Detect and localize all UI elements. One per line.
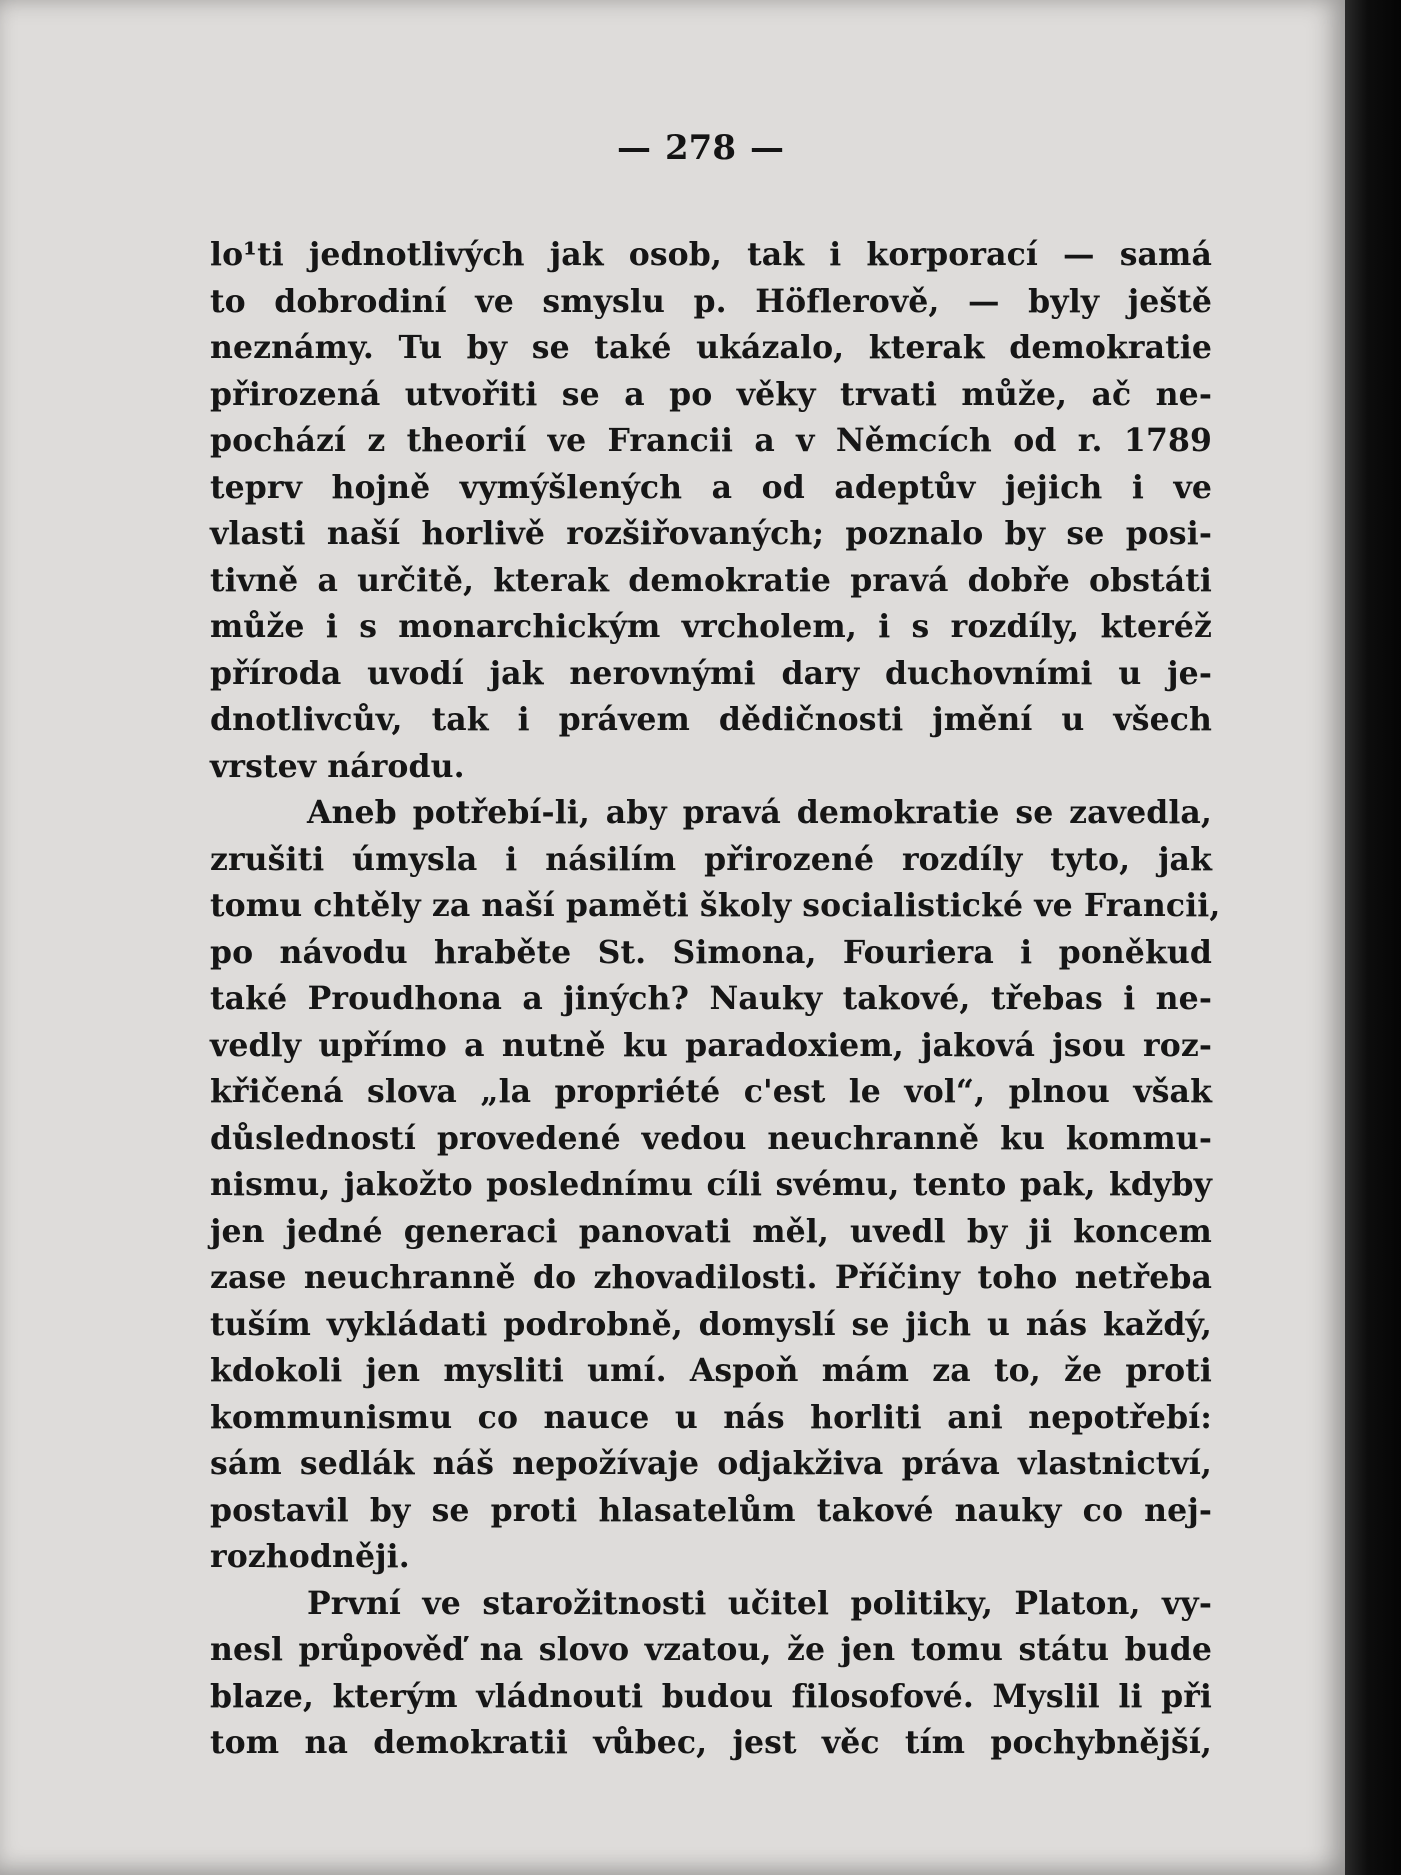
text-line: tom na demokratii vůbec, jest věc tím pochybnější, <box>210 1724 1212 1761</box>
text-line: dnotlivcův, tak i právem dědičnosti jmění u všech <box>210 701 1212 738</box>
page-edge-shadow <box>1345 0 1401 1875</box>
text-line: také Proudhona a jiných? Nauky takové, třebas i ne- <box>210 980 1212 1017</box>
text-line: zase neuchranně do zhovadilosti. Příčiny toho netřeba <box>210 1259 1212 1296</box>
text-line: postavil by se proti hlasatelům takové nauky co nej- <box>210 1491 1212 1529</box>
text-line: po návodu hraběte St. Simona, Fouriera i poněkud <box>210 933 1212 971</box>
text-line: kommunismu co nauce u nás horliti ani nepotřebí: <box>210 1398 1212 1436</box>
text-line: sám sedlák náš nepožívaje odjakživa práva vlastnictví, <box>210 1445 1212 1482</box>
text-line: křičená slova „la propriété c'est le vol“, plnou však <box>210 1073 1212 1110</box>
text-line: přirozená utvořiti se a po věky trvati může, ač ne- <box>210 375 1212 413</box>
text-line: tivně a určitě, kterak demokratie pravá dobře obstáti <box>210 561 1212 599</box>
text-line: blaze, kterým vládnouti budou filosofové. Myslil li při <box>210 1677 1212 1715</box>
text-line: První ve starožitnosti učitel politiky, Platon, vy- <box>307 1584 1212 1622</box>
text-line: nismu, jakožto poslednímu cíli svému, tento pak, kdyby <box>210 1166 1212 1203</box>
text-line: teprv hojně vymýšlených a od adeptův jejich i ve <box>210 468 1212 506</box>
text-line: může i s monarchickým vrcholem, i s rozdíly, kteréž <box>210 608 1212 645</box>
text-line: lo¹ti jednotlivých jak osob, tak i korporací — samá <box>210 236 1212 273</box>
text-line: Aneb potřebí-li, aby pravá demokratie se zavedla, <box>307 794 1212 831</box>
text-line: nesl průpověď na slovo vzatou, že jen tomu státu bude <box>210 1631 1212 1668</box>
page-header <box>0 128 1401 168</box>
header-dash-right: — <box>749 128 784 168</box>
text-line: kdokoli jen mysliti umí. Aspoň mám za to, že proti <box>210 1352 1212 1389</box>
text-line: důsledností provedené vedou neuchranně ku kommu- <box>210 1119 1212 1157</box>
text-line: příroda uvodí jak nerovnými dary duchovními u je- <box>210 654 1212 692</box>
text-line: rozhodněji. <box>210 1538 410 1575</box>
text-line: neznámy. Tu by se také ukázalo, kterak demokratie <box>210 329 1212 366</box>
text-line: jen jedné generaci panovati měl, uvedl by ji koncem <box>210 1212 1212 1250</box>
text-line: to dobrodiní ve smyslu p. Höflerově, — byly ještě <box>210 282 1212 320</box>
text-line: tuším vykládati podrobně, domyslí se jich u nás každý, <box>210 1305 1212 1343</box>
text-line: vlasti naší horlivě rozšiřovaných; poznalo by se posi- <box>210 515 1212 552</box>
text-line: vrstev národu. <box>210 747 465 785</box>
text-line: tomu chtěly za naší paměti školy socialistické ve Francii, <box>210 887 1221 924</box>
text-line: pochází z theorií ve Francii a v Němcích od r. 1789 <box>210 422 1212 459</box>
header-dash-left: — <box>617 128 651 168</box>
text-line: zrušiti úmysla i násilím přirozené rozdíly tyto, jak <box>210 840 1212 878</box>
body-text <box>210 232 1221 1767</box>
page-number: 278 <box>665 128 736 168</box>
text-line: vedly upřímo a nutně ku paradoxiem, jaková jsou roz- <box>210 1026 1212 1064</box>
